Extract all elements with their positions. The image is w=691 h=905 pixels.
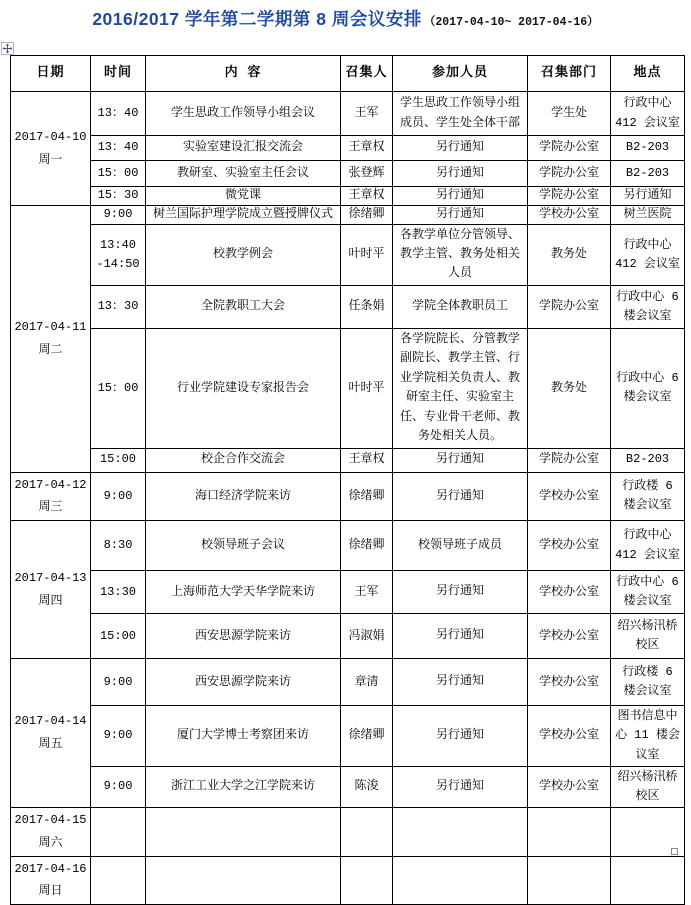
move-cross-icon (2, 43, 13, 54)
participants-cell: 另行通知 (393, 448, 528, 472)
date-text: 2017-04-15 (14, 813, 87, 828)
convener-cell: 徐绪卿 (341, 706, 393, 767)
time-cell: 9:00 (91, 206, 146, 225)
date-text: 2017-04-16 (14, 861, 87, 876)
location-cell: 行政楼 6 楼会议室 (611, 659, 685, 706)
department-cell: 学院办公室 (528, 136, 611, 161)
convener-cell: 张登辉 (341, 161, 393, 187)
header-date: 日期 (11, 56, 91, 92)
date-cell (11, 856, 91, 905)
table-row (11, 766, 685, 807)
location-cell: 行政中心412 会议室 (611, 224, 685, 285)
department-cell: 学院办公室 (528, 187, 611, 206)
content-cell: 西安思源学院来访 (146, 659, 341, 706)
department-cell: 学院办公室 (528, 161, 611, 187)
page-title-date-range: （2017-04-10~ 2017-04-16） (423, 16, 599, 29)
participants-cell: 学院全体教职员工 (393, 285, 528, 328)
time-cell: 9:00 (91, 766, 146, 807)
convener-cell: 王章权 (341, 187, 393, 206)
convener-cell: 陈浚 (341, 766, 393, 807)
department-cell: 学院办公室 (528, 448, 611, 472)
convener-cell: 徐绪卿 (341, 521, 393, 571)
participants-cell: 另行通知 (393, 206, 528, 225)
department-cell: 学院办公室 (528, 285, 611, 328)
date-cell (11, 92, 91, 206)
time-cell: 15：30 (91, 187, 146, 206)
department-cell: 教务处 (528, 224, 611, 285)
location-cell: 行政中心 6 楼会议室 (611, 571, 685, 614)
convener-cell: 徐绪卿 (341, 472, 393, 521)
time-cell: 15:00 (91, 448, 146, 472)
time-cell: 15:00 (91, 614, 146, 659)
table-row (11, 285, 685, 328)
content-cell: 微党课 (146, 187, 341, 206)
header-department: 召集部门 (528, 56, 611, 92)
participants-cell (393, 808, 528, 857)
table-row (11, 161, 685, 187)
header-time: 时间 (91, 56, 146, 92)
time-cell: 9:00 (91, 472, 146, 521)
weekday-text: 周五 (38, 737, 63, 752)
convener-cell: 王章权 (341, 448, 393, 472)
convener-cell (341, 856, 393, 905)
table-row (11, 614, 685, 659)
participants-cell: 另行通知 (393, 472, 528, 521)
content-cell: 西安思源学院来访 (146, 614, 341, 659)
content-cell: 浙江工业大学之江学院来访 (146, 766, 341, 807)
time-cell: 9:00 (91, 659, 146, 706)
page-title-text: 2016/2017 学年第二学期第 8 周会议安排 (92, 9, 422, 29)
convener-cell: 叶时平 (341, 328, 393, 448)
date-text: 2017-04-11 (14, 319, 87, 334)
location-cell (611, 856, 685, 905)
date-cell (11, 659, 91, 808)
participants-cell: 另行通知 (393, 766, 528, 807)
time-cell: 15：00 (91, 328, 146, 448)
table-move-handle-icon[interactable] (1, 42, 14, 55)
convener-cell: 徐绪卿 (341, 206, 393, 225)
content-cell: 实验室建设汇报交流会 (146, 136, 341, 161)
convener-cell (341, 808, 393, 857)
department-cell: 教务处 (528, 328, 611, 448)
time-cell: 13：30 (91, 285, 146, 328)
table-row (11, 472, 685, 521)
department-cell (528, 808, 611, 857)
meeting-schedule-table (10, 55, 685, 905)
convener-cell: 王军 (341, 92, 393, 136)
location-cell: B2-203 (611, 448, 685, 472)
department-cell: 学校办公室 (528, 571, 611, 614)
content-cell: 行业学院建设专家报告会 (146, 328, 341, 448)
location-cell: B2-203 (611, 136, 685, 161)
location-cell: 图书信息中心 11 楼会议室 (611, 706, 685, 767)
table-row (11, 571, 685, 614)
table-row (11, 224, 685, 285)
time-cell (91, 808, 146, 857)
date-cell (11, 472, 91, 521)
table-row (11, 706, 685, 767)
date-cell (11, 808, 91, 857)
participants-cell: 另行通知 (393, 161, 528, 187)
table-row (11, 521, 685, 571)
header-convener: 召集人 (341, 56, 393, 92)
location-cell: B2-203 (611, 161, 685, 187)
content-cell: 校领导班子会议 (146, 521, 341, 571)
table-row (11, 808, 685, 857)
convener-cell: 王军 (341, 571, 393, 614)
page-title (0, 6, 691, 31)
department-cell: 学校办公室 (528, 614, 611, 659)
department-cell: 学校办公室 (528, 766, 611, 807)
content-cell: 学生思政工作领导小组会议 (146, 92, 341, 136)
header-participants: 参加人员 (393, 56, 528, 92)
time-cell: 15：00 (91, 161, 146, 187)
location-cell: 另行通知 (611, 187, 685, 206)
content-cell: 校教学例会 (146, 224, 341, 285)
participants-cell (393, 856, 528, 905)
table-row (11, 92, 685, 136)
department-cell: 学校办公室 (528, 472, 611, 521)
participants-cell: 另行通知 (393, 136, 528, 161)
time-cell: 13:30 (91, 571, 146, 614)
weekday-text: 周三 (38, 500, 63, 515)
table-row (11, 136, 685, 161)
convener-cell: 章清 (341, 659, 393, 706)
location-cell: 行政中心412 会议室 (611, 92, 685, 136)
department-cell (528, 856, 611, 905)
content-cell: 树兰国际护理学院成立暨授牌仪式 (146, 206, 341, 225)
department-cell: 学校办公室 (528, 659, 611, 706)
date-text: 2017-04-14 (14, 714, 87, 729)
date-text: 2017-04-10 (14, 129, 87, 144)
location-cell: 行政楼 6 楼会议室 (611, 472, 685, 521)
location-cell: 树兰医院 (611, 206, 685, 225)
participants-cell: 学生思政工作领导小组成员、学生处全体干部 (393, 92, 528, 136)
table-row (11, 206, 685, 225)
content-cell: 全院教职工大会 (146, 285, 341, 328)
location-cell: 行政中心412 会议室 (611, 521, 685, 571)
participants-cell: 另行通知 (393, 706, 528, 767)
department-cell: 学校办公室 (528, 206, 611, 225)
table-resize-handle-icon[interactable] (671, 848, 678, 855)
participants-cell: 校领导班子成员 (393, 521, 528, 571)
time-cell: 13：40 (91, 92, 146, 136)
weekday-text: 周四 (38, 593, 63, 608)
time-cell: 13：40 (91, 136, 146, 161)
date-cell (11, 521, 91, 659)
participants-cell: 另行通知 (393, 571, 528, 614)
weekday-text: 周六 (38, 835, 63, 850)
participants-cell: 另行通知 (393, 614, 528, 659)
content-cell: 上海师范大学天华学院来访 (146, 571, 341, 614)
date-text: 2017-04-13 (14, 570, 87, 585)
convener-cell: 叶时平 (341, 224, 393, 285)
time-cell: 8:30 (91, 521, 146, 571)
department-cell: 学校办公室 (528, 706, 611, 767)
participants-cell: 另行通知 (393, 187, 528, 206)
content-cell: 厦门大学博士考察团来访 (146, 706, 341, 767)
convener-cell: 任条娟 (341, 285, 393, 328)
table-row (11, 659, 685, 706)
content-cell (146, 856, 341, 905)
header-location: 地点 (611, 56, 685, 92)
participants-cell: 各学院院长、分管教学副院长、教学主管、行业学院相关负责人、教研室主任、实验室主任、专业骨干老师、教务处相关人员。 (393, 328, 528, 448)
participants-cell: 各教学单位分管领导、教学主管、教务处相关人员 (393, 224, 528, 285)
content-cell: 校企合作交流会 (146, 448, 341, 472)
content-cell (146, 808, 341, 857)
header-content: 内 容 (146, 56, 341, 92)
date-text: 2017-04-12 (14, 477, 87, 492)
time-cell (91, 856, 146, 905)
content-cell: 教研室、实验室主任会议 (146, 161, 341, 187)
table-row (11, 448, 685, 472)
time-cell: 9:00 (91, 706, 146, 767)
table-row (11, 328, 685, 448)
weekday-text: 周一 (38, 152, 63, 167)
location-cell: 行政中心 6 楼会议室 (611, 328, 685, 448)
table-row (11, 187, 685, 206)
convener-cell: 王章权 (341, 136, 393, 161)
participants-cell: 另行通知 (393, 659, 528, 706)
location-cell: 绍兴杨汛桥校区 (611, 766, 685, 807)
department-cell: 学生处 (528, 92, 611, 136)
weekday-text: 周日 (38, 884, 63, 899)
location-cell: 绍兴杨汛桥校区 (611, 614, 685, 659)
location-cell: 行政中心 6 楼会议室 (611, 285, 685, 328)
weekday-text: 周二 (38, 342, 63, 357)
content-cell: 海口经济学院来访 (146, 472, 341, 521)
time-cell: 13:40 -14:50 (91, 224, 146, 285)
date-cell (11, 206, 91, 473)
header-row (11, 56, 685, 92)
convener-cell: 冯淑娟 (341, 614, 393, 659)
table-row (11, 856, 685, 905)
department-cell: 学校办公室 (528, 521, 611, 571)
